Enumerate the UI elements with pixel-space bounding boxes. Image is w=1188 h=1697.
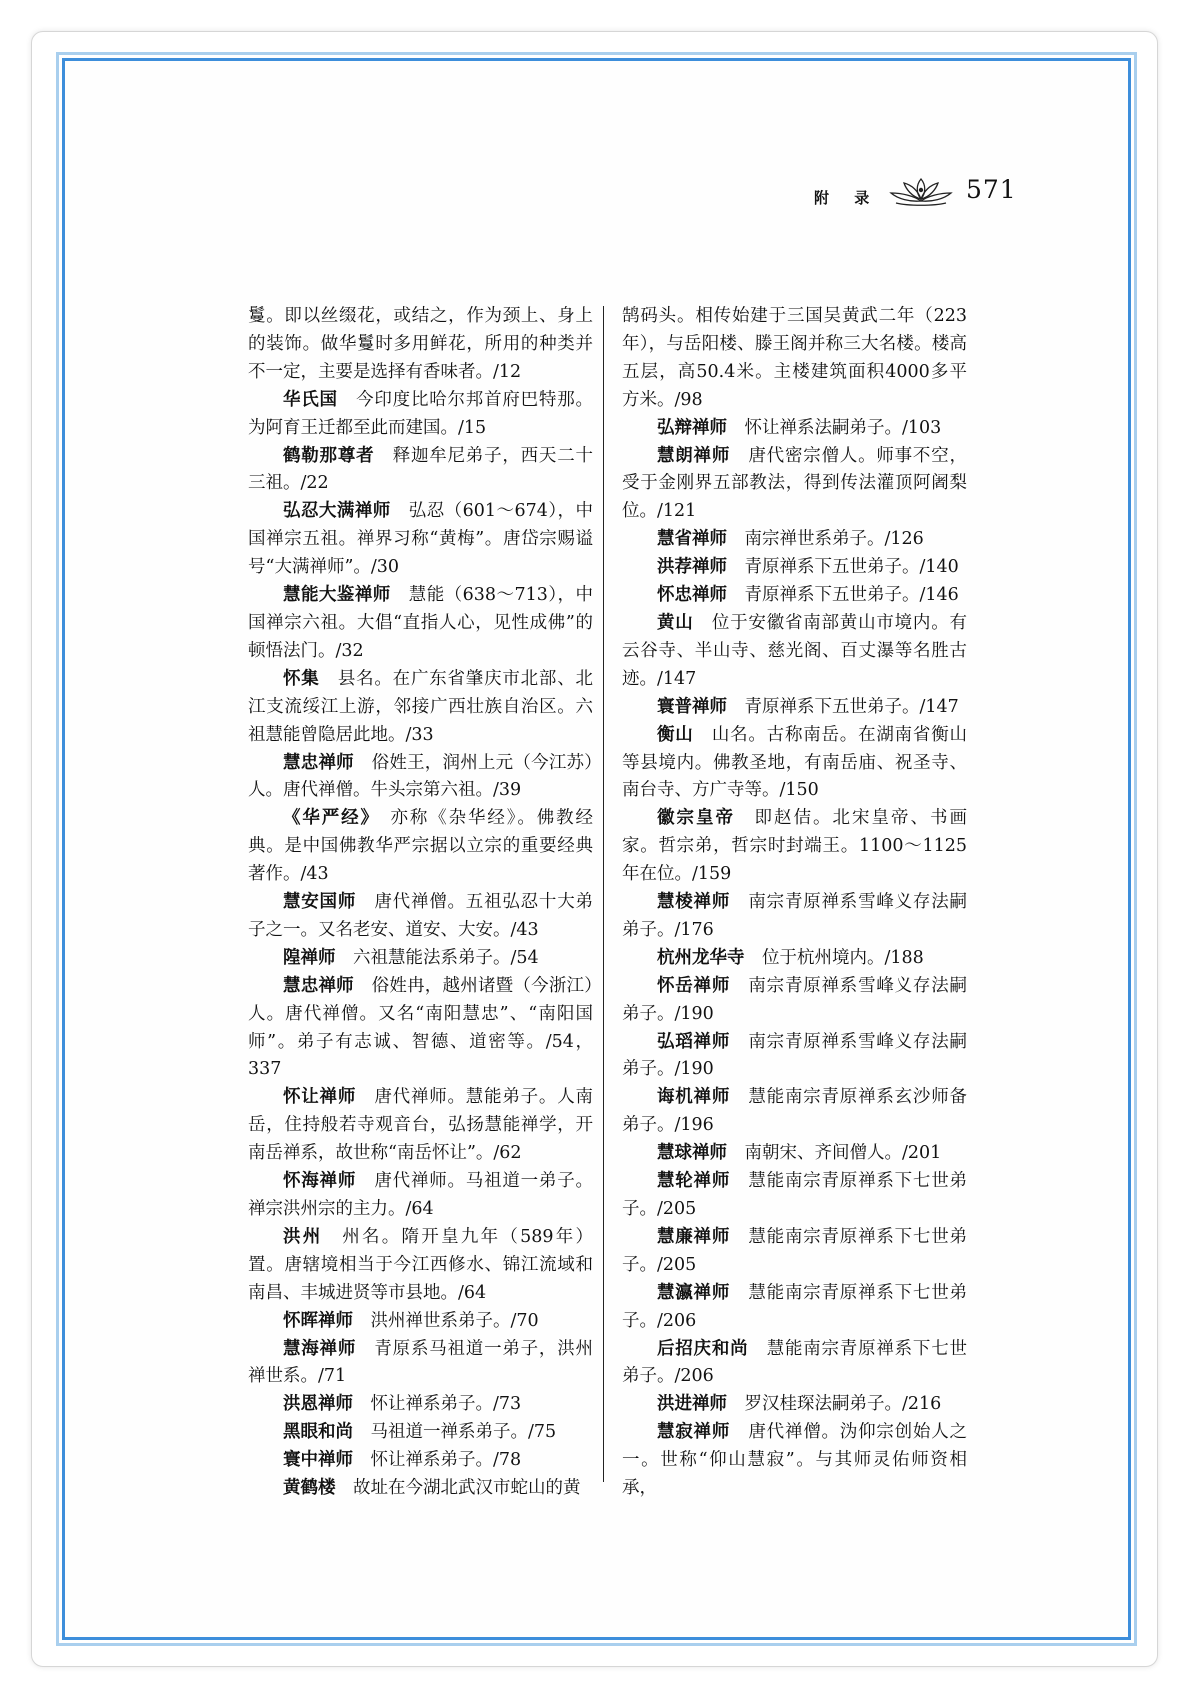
- entry-text: 弘忍（601～674），中国禅宗五祖。禅界习称“黄梅”。唐岱宗赐谥号“大满禅师”。/30: [248, 501, 594, 578]
- glossary-entry: [248, 498, 593, 582]
- entry-term: 鹤勒那尊者: [283, 445, 375, 466]
- entry-term: 怀晖禅师: [283, 1310, 353, 1331]
- entry-text: 位于安徽省南部黄山市境内。有云谷寺、半山寺、慈光阁、百丈瀑等名胜古迹。/147: [622, 612, 967, 689]
- glossary-entry: [622, 1224, 967, 1280]
- entry-term: 黑眼和尚: [283, 1422, 353, 1443]
- entry-term: 华氏国: [283, 389, 338, 410]
- glossary-entry: [248, 1475, 593, 1503]
- glossary-entry: [248, 889, 593, 945]
- entry-text: 唐代禅僧。五祖弘忍十大弟子之一。又名老安、道安、大安。/43: [248, 892, 593, 940]
- glossary-entry: [248, 1419, 593, 1447]
- glossary-entry: [622, 303, 967, 415]
- entry-text: 慧能南宗青原禅系下七世弟子。/206: [622, 1282, 967, 1331]
- entry-text: 怀让禅系弟子。/73: [370, 1394, 522, 1415]
- section-label: 附 录: [814, 189, 880, 207]
- glossary-entry: [622, 443, 967, 527]
- entry-term: 慧瀛禅师: [657, 1282, 731, 1303]
- glossary-entry: [622, 554, 967, 582]
- entry-term: 徽宗皇帝: [657, 808, 735, 829]
- entry-term: 怀岳禅师: [657, 975, 731, 996]
- entry-term: 诲机禅师: [657, 1087, 731, 1108]
- lotus-icon: [888, 175, 954, 207]
- entry-term: 寰中禅师: [283, 1450, 353, 1471]
- entry-term: 慧朗禅师: [657, 445, 731, 466]
- entry-text: 罗汉桂琛法嗣弟子。/216: [744, 1394, 942, 1415]
- glossary-entry: [622, 945, 967, 973]
- entry-term: 后招庆和尚: [657, 1338, 749, 1359]
- entry-text: 鬘。即以丝缀花，或结之，作为颈上、身上的装饰。做华鬘时多用鲜花，所用的种类并不一定，主要是选择有香味者。/12: [248, 306, 593, 382]
- entry-text: 唐代禅师。马祖道一弟子。禅宗洪州宗的主力。/64: [248, 1171, 593, 1219]
- glossary-entry: [622, 415, 967, 443]
- entry-text: 唐代密宗僧人。师事不空，受于金刚界五部教法，得到传法灌顶阿阇梨位。/121: [622, 445, 967, 522]
- glossary-entry: [622, 1140, 967, 1168]
- entry-text: 今印度比哈尔邦首府巴特那。为阿育王迁都至此而建国。/15: [248, 389, 593, 438]
- entry-term: 慧轮禅师: [657, 1171, 731, 1192]
- right-column: [622, 303, 967, 1503]
- glossary-entry: [248, 1308, 593, 1336]
- glossary-entry: [248, 945, 593, 973]
- entry-term: 隍禅师: [283, 947, 336, 968]
- entry-text: 洪州禅世系弟子。/70: [370, 1310, 539, 1331]
- entry-term: 《华严经》: [283, 808, 372, 829]
- entry-text: 慧能南宗青原禅系玄沙师备弟子。/196: [622, 1087, 967, 1136]
- entry-term: 洪恩禅师: [283, 1394, 353, 1415]
- glossary-entry: [248, 750, 593, 806]
- glossary-entry: [248, 387, 593, 443]
- glossary-entry: [248, 973, 593, 1085]
- entry-term: 洪荐禅师: [657, 557, 727, 578]
- entry-term: 慧球禅师: [657, 1143, 727, 1164]
- entry-term: 慧能大鉴禅师: [283, 585, 391, 606]
- glossary-entry: [622, 1419, 967, 1503]
- glossary-entry: [248, 805, 593, 889]
- entry-term: 怀忠禅师: [657, 585, 727, 606]
- glossary-entry: [622, 1029, 967, 1085]
- glossary-entry: [622, 1168, 967, 1224]
- entry-term: 怀集: [283, 668, 320, 689]
- entry-text: 慧能南宗青原禅系下七世弟子。/205: [622, 1226, 967, 1275]
- entry-text: 亦称《杂华经》。佛教经典。是中国佛教华严宗据以立宗的重要经典著作。/43: [248, 808, 593, 885]
- glossary-entry: [248, 1336, 593, 1392]
- entry-text: 唐代禅僧。沩仰宗创始人之一。世称“仰山慧寂”。与其师灵佑师资相承，: [622, 1422, 967, 1499]
- entry-term: 衡山: [657, 724, 694, 745]
- entry-text: 慧能南宗青原禅系下七世弟子。/205: [622, 1171, 967, 1219]
- glossary-entry: [248, 1391, 593, 1419]
- entry-text: 慧能（638～713），中国禅宗六祖。大倡“直指人心，见性成佛”的顿悟法门。/32: [248, 585, 594, 661]
- entry-text: 州名。隋开皇九年（589年）置。唐辖境相当于今江西修水、锦江流域和南昌、丰城进贤等市县地。/64: [248, 1226, 594, 1303]
- entry-term: 弘辩禅师: [657, 417, 727, 438]
- entry-term: 慧海禅师: [283, 1338, 357, 1359]
- glossary-entry: [248, 582, 593, 666]
- glossary-entry: [622, 805, 967, 889]
- entry-term: 慧寂禅师: [657, 1422, 731, 1443]
- entry-text: 释迦牟尼弟子，西天二十三祖。/22: [248, 445, 593, 494]
- glossary-entry: [622, 610, 967, 694]
- entry-text: 青原系马祖道一弟子，洪州禅世系。/71: [248, 1338, 593, 1387]
- entry-term: 慧棱禅师: [657, 892, 731, 913]
- entry-term: 杭州龙华寺: [657, 947, 745, 968]
- entry-text: 南宗青原禅系雪峰义存法嗣弟子。/176: [622, 892, 967, 940]
- glossary-entry: [622, 1280, 967, 1336]
- entry-text: 马祖道一禅系弟子。/75: [370, 1422, 557, 1443]
- glossary-entry: [622, 722, 967, 806]
- glossary-entry: [622, 582, 967, 610]
- entry-text: 青原禅系下五世弟子。/146: [744, 585, 959, 606]
- entry-text: 青原禅系下五世弟子。/147: [744, 696, 959, 717]
- entry-term: 洪进禅师: [657, 1394, 727, 1415]
- entry-text: 慧能南宗青原禅系下七世弟子。/206: [622, 1338, 967, 1387]
- page-header: [800, 175, 1030, 215]
- entry-text: 南宗青原禅系雪峰义存法嗣弟子。/190: [622, 975, 967, 1024]
- entry-term: 寰普禅师: [657, 696, 727, 717]
- column-divider: [603, 306, 604, 1482]
- glossary-entry: [622, 889, 967, 945]
- glossary-entry: [622, 1336, 967, 1392]
- entry-term: 黄山: [657, 612, 694, 633]
- glossary-entry: [622, 973, 967, 1029]
- glossary-entry: [622, 694, 967, 722]
- entry-term: 弘忍大满禅师: [283, 501, 391, 522]
- glossary-entry: [248, 443, 593, 499]
- entry-text: 怀让禅系弟子。/78: [370, 1450, 522, 1471]
- glossary-entry: [248, 1084, 593, 1168]
- entry-term: 慧廉禅师: [657, 1226, 731, 1247]
- glossary-entry: [248, 303, 593, 387]
- entry-text: 怀让禅系法嗣弟子。/103: [744, 417, 942, 438]
- entry-term: 慧省禅师: [657, 529, 727, 550]
- entry-text: 六祖慧能法系弟子。/54: [353, 947, 539, 968]
- left-column: [248, 303, 593, 1503]
- entry-text: 鹄码头。相传始建于三国吴黄武二年（223年），与岳阳楼、滕王阁并称三大名楼。楼高五层，高50.4米。主楼建筑面积4000多平方米。/98: [622, 306, 967, 410]
- glossary-entry: [248, 1168, 593, 1224]
- glossary-entry: [248, 1224, 593, 1308]
- entry-term: 怀海禅师: [283, 1171, 357, 1192]
- entry-term: 弘瑫禅师: [657, 1031, 731, 1052]
- glossary-entry: [248, 666, 593, 750]
- entry-term: 慧忠禅师: [283, 752, 354, 773]
- page-frame: [62, 58, 1131, 1640]
- entry-term: 慧安国师: [283, 892, 357, 913]
- entry-text: 县名。在广东省肇庆市北部、北江支流绥江上游，邻接广西壮族自治区。六祖慧能曾隐居此地。/33: [248, 668, 593, 745]
- glossary-entry: [622, 1084, 967, 1140]
- entry-text: 山名。古称南岳。在湖南省衡山等县境内。佛教圣地，有南岳庙、祝圣寺、南台寺、方广寺等。/150: [622, 724, 967, 801]
- glossary-entry: [248, 1447, 593, 1475]
- entry-text: 南朝宋、齐间僧人。/201: [744, 1143, 942, 1164]
- entry-term: 怀让禅师: [283, 1087, 357, 1108]
- entry-term: 慧忠禅师: [283, 975, 354, 996]
- entry-text: 南宗青原禅系雪峰义存法嗣弟子。/190: [622, 1031, 967, 1080]
- entry-term: 洪州: [283, 1226, 323, 1247]
- page-number: 571: [966, 175, 1017, 204]
- entry-text: 位于杭州境内。/188: [762, 947, 924, 968]
- entry-text: 青原禅系下五世弟子。/140: [744, 557, 959, 578]
- entry-text: 俗姓王，润州上元（今江苏）人。唐代禅僧。牛头宗第六祖。/39: [248, 752, 594, 801]
- entry-text: 故址在今湖北武汉市蛇山的黄: [353, 1478, 581, 1499]
- entry-term: 黄鹤楼: [283, 1478, 336, 1499]
- entry-text: 即赵佶。北宋皇帝、书画家。哲宗弟，哲宗时封端王。1100～1125年在位。/159: [622, 808, 967, 885]
- entry-text: 南宗禅世系弟子。/126: [744, 529, 924, 550]
- entry-text: 俗姓冉，越州诸暨（今浙江）人。唐代禅僧。又名“南阳慧忠”、“南阳国师”。弟子有志诚、智德、道密等。/54，337: [248, 975, 594, 1080]
- glossary-entry: [622, 1391, 967, 1419]
- entry-text: 唐代禅师。慧能弟子。人南岳，住持般若寺观音台，弘扬慧能禅学，开南岳禅系，故世称“南岳怀让”。/62: [248, 1087, 593, 1164]
- glossary-entry: [622, 526, 967, 554]
